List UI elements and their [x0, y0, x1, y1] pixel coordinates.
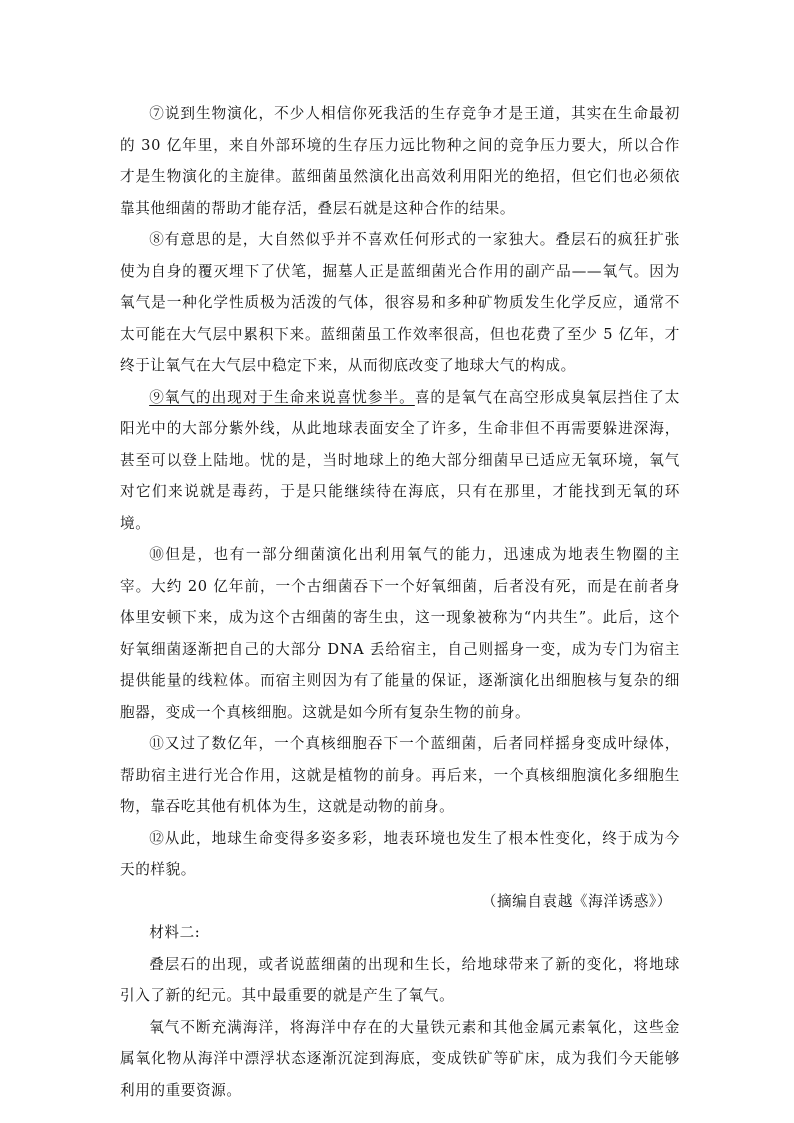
- underlined-sentence: ⑨氧气的出现对于生命来说喜忧参半。: [149, 388, 415, 406]
- paragraph-12: ⑫从此，地球生命变得多姿多彩，地表环境也发生了根本性变化，终于成为今天的样貌。: [120, 829, 680, 878]
- paragraph-8: ⑧有意思的是，大自然似乎并不喜欢任何形式的一家独大。叠层石的疯狂扩张使为自身的覆灭埋下了伏笔，掘墓人正是蓝细菌光合作用的副产品——氧气。因为氧气是一种化学性质极为活泼的气体，很容易和多种矿物质发生化学反应，通常不太可能在大气层中累积下来。蓝细菌虽工作效率很高，但也花费了至少 5 亿年，才终于让氧气在大气层中稳定下来，从而彻底改变了地球大气的构成。: [120, 231, 680, 374]
- material-paragraph-1: 叠层石的出现，或者说蓝细菌的出现和生长，给地球带来了新的变化，将地球引入了新的纪元。其中最重要的就是产生了氧气。: [120, 955, 680, 1004]
- material-paragraph-2: 氧气不断充满海洋，将海洋中存在的大量铁元素和其他金属元素氧化，这些金属氧化物从海洋中漂浮状态逐渐沉淀到海底，变成铁矿等矿床，成为我们今天能够利用的重要资源。: [120, 1018, 680, 1099]
- document-body: [120, 98, 680, 1106]
- material-two-label: 材料二:: [149, 924, 201, 941]
- source-citation: （摘编自袁越《海洋诱惑》）: [481, 892, 672, 910]
- paragraph-10: ⑩但是，也有一部分细菌演化出利用氧气的能力，迅速成为地表生物圈的主宰。大约 20 亿年前，一个古细菌吞下一个好氧细菌，后者没有死，而是在前者身体里安顿下来，成为这个古细菌的寄生虫，这一现象被称为“内共生”。此后，这个好氧细菌逐渐把自己的大部分 DNA 丢给宿主，自己则摇身一变，成为专门为宿主提供能量的线粒体。而宿主则因为有了能量的保证，逐渐演化出细胞核与复杂的细胞器，变成一个真核细胞。这就是如今所有复杂生物的前身。: [120, 546, 680, 721]
- paragraph-9: [120, 382, 680, 540]
- paragraph-11: ⑪又过了数亿年，一个真核细胞吞下一个蓝细菌，后者同样摇身变成叶绿体，帮助宿主进行光合作用，这就是植物的前身。再后来，一个真核细胞演化多细胞生物，靠吞吃其他有机体为生，这就是动物的前身。: [120, 735, 680, 815]
- paragraph-9-rest: 喜的是氧气在高空形成臭氧层挡住了太阳光中的大部分紫外线，从此地球表面安全了许多，生命非但不再需要躲进深海，甚至可以登上陆地。忧的是，当时地球上的绝大部分细菌早已适应无氧环境，氧气对它们来说就是毒药，于是只能继续待在海底，只有在那里，才能找到无氧的环境。: [120, 388, 681, 532]
- paragraph-7: ⑦说到生物演化，不少人相信你死我活的生存竞争才是王道，其实在生命最初的 30 亿年里，来自外部环境的生存压力远比物种之间的竞争压力要大，所以合作才是生物演化的主旋律。蓝细菌虽然演化出高效利用阳光的绝招，但它们也必须依靠其他细菌的帮助才能存活，叠层石就是这种合作的结果。: [120, 105, 680, 217]
